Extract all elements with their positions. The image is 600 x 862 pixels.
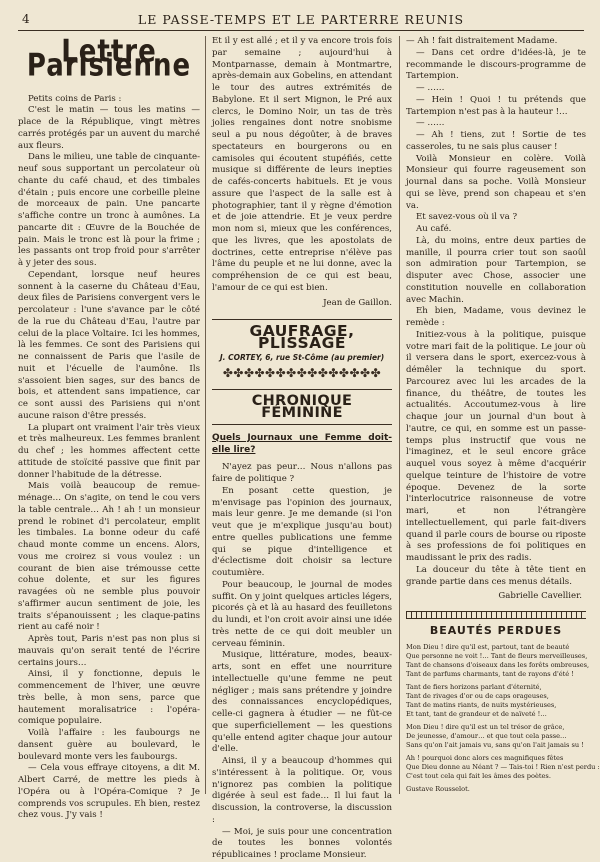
poem-line: Que Dieu donne au Néant ? — Tais-toi ! Rien n'est perdu : <box>406 762 600 771</box>
paragraph: Cependant, lorsque neuf heures sonnent à la caserne du Château d'Eau, deux files de Parisiens convergent vers le percolateur : l'une s'avance par le côté de la rue du Château d'Eau, l'autre par celui de la place Voltaire. Ici les hommes, là les femmes. Ce sont des Parisiens qui ne connaissent de Paris que l'asile de nuit et l'écuelle de l'aumône. Ils s'assoient bien sages, sur des bancs de bois, et attendent sans impatience, car ce sont aussi des Parisiens qui n'ont aucune raison d'être pressés. <box>18 269 200 421</box>
paragraph: — Ah ! fait distraitement Madame. <box>406 36 558 46</box>
chronique-body-continued <box>406 36 586 588</box>
column-divider <box>205 36 206 794</box>
paragraph: Et savez-vous où il va ? <box>416 212 518 223</box>
poem-line: Et tant, tant de grandeur et de naïveté !… <box>406 709 547 718</box>
advert-title: GAUFRAGE, PLISSAGE <box>212 319 392 350</box>
paragraph: — Moi, je suis pour une concentration de toutes les bonnes volontés républicaines ! proclame Monsieur. <box>212 826 392 860</box>
poem-line: Mon Dieu ! dire qu'il est, partout, tant de beauté <box>406 642 570 651</box>
column-middle <box>212 36 392 860</box>
paragraph: La douceur du tête à tête tient en grande partie dans ces menus détails. <box>406 564 586 587</box>
paragraph: Ainsi, il y a beaucoup d'hommes qui s'intéressent à la politique. Or, vous n'ignorez pas combien la politique digérée à seul est fade… Il lui faut la discussion, la controverse, la discussion : <box>212 756 392 825</box>
paragraph: Voilà Monsieur en colère. Voilà Monsieur qui fourre rageusement son journal dans sa poche. Voilà Monsieur qui se lève, prend son chapeau et s'en va. <box>406 153 586 211</box>
paragraph: Ainsi, il y fonctionne, depuis le commencement de l'hiver, une œuvre très belle, à mon sens, parce que hautement moralisatrice : l'opéra-comique populaire. <box>18 669 200 727</box>
chronique-subtitle: Quels Journaux une Femme doit-elle lire? <box>212 432 392 455</box>
paragraph: Eh bien, Madame, vous devinez le remède : <box>406 306 586 328</box>
poem-stanza <box>406 642 590 679</box>
article-body-continued <box>212 36 392 295</box>
poem-line: Tant de rivages d'or ou de caps orageuses, <box>406 691 549 700</box>
poem-stanza <box>406 723 586 750</box>
paragraph: Au café. <box>416 224 452 234</box>
chronique-title: CHRONIQUE FÉMININE <box>212 389 392 425</box>
poem-line: Tant de parfums charmants, tant de rayons d'été ! <box>406 669 574 678</box>
poem-line: Sans qu'on l'ait jamais vu, sans qu'on l'ait jamais su ! <box>406 740 584 749</box>
paragraph: Après tout, Paris n'est pas non plus si mauvais qu'on serait tenté de l'écrire certains jours… <box>18 634 200 668</box>
paragraph: — Cela vous effraye citoyens, a dit M. Albert Carré, de mettre les pieds à l'Opéra ou à l'Opéra-Comique ? Je comprends vos scrupules. Eh bien, restez chez vous. J'y vais ! <box>18 763 200 821</box>
article-title: Lettre Parisienne <box>26 33 192 84</box>
paragraph: Mais voilà beaucoup de remue-ménage… On s'agite, on tend le cou vers la table centrale… Ah ! ah ! un monsieur prend le robinet d'i percolateur, emplit les timbales. La bonne odeur du café chaud monte comme un encens. Alors, vous me croirez si vous voulez : un courant de bien aise trémousse cette cohue dolente, et sur les figures ravagées où ne semble plus pouvoir s'affirmer aucun sentiment de joie, les traits s'épanouissent ; les claque-patins rient au café noir ! <box>18 481 200 633</box>
poem-line: Ah ! pourquoi donc alors ces magnifiques fêtes <box>406 753 564 762</box>
poem-stanza <box>406 683 586 719</box>
page-number: 4 <box>22 12 30 26</box>
advert-subtitle: J. CORTEY, 6, rue St-Côme (au premier) <box>219 352 385 362</box>
chronique-body <box>212 462 392 862</box>
paragraph: Initiez-vous à la politique, puisque votre mari fait de la politique. Le jour où il versera dans le sport, exercez-vous à démêler la technique du sport. Parcourez avec lui les arcades de la finance, du théâtre, de toutes les actualités. Accoutumez-vous à lire chaque jour un journal d'un bout à l'autre, ce qui, en somme est un passe-temps plus instructif que vous ne l'imaginez, et le seul encore grâce auquel vous soyez à même d'acquérir quelque teinture de l'histoire de votre époque. Devenez de la sorte l'interlocutrice raisonneuse de votre mari, et non l'étrangère intellectuellement, qui parle fait-divers quand il parle cours de bourse ou riposte à ses professions de foi politiques en maudissant le prix des radis. <box>406 329 587 563</box>
poem-line: De jeunesse, d'amour… et que tout cela passe… <box>406 731 567 740</box>
article-body <box>18 94 200 823</box>
column-divider <box>399 36 400 794</box>
poem-stanza <box>406 753 600 781</box>
poem-line: Tant de matins riants, de nuits mystérieuses, <box>406 700 557 709</box>
poem-title: BEAUTÉS PERDUES <box>429 624 563 637</box>
ornamental-rule <box>406 611 586 619</box>
paragraph: — Hein ! Quoi ! tu prétends que Tartempion n'est pas à la hauteur !… <box>406 94 586 117</box>
journal-title: LE PASSE-TEMPS ET LE PARTERRE REUNIS <box>137 12 465 27</box>
paragraph: En posant cette question, je m'envisage pas l'opinion des journaux, mais leur genre. Je me demande (si l'on veut que je m'explique jusqu'au bout) entre quelles publications une femme qui se pique d'intelligence et d'éclectisme doit choisir sa lecture coutumière. <box>212 485 392 578</box>
poem-line: Tant de chansons d'oiseaux dans les forêts ombreuses, <box>406 660 590 669</box>
column-right <box>406 36 600 796</box>
chronique-signature: Gabrielle Cavellier. <box>498 591 582 602</box>
poem-signature: Gustave Rousselot. <box>406 784 470 793</box>
poem-line: Mon Dieu ! dire qu'il est un tel trésor de grâce, <box>406 722 565 731</box>
poem-line: C'est tout cela qui fait les âmes des poètes. <box>406 771 551 780</box>
ornament-fleurons: ✤✤✤✤✤✤✤✤✤✤✤✤✤✤✤ <box>222 365 382 380</box>
page-header <box>18 8 584 31</box>
paragraph: — Ah ! tiens, zut ! Sortie de tes casseroles, tu ne sais plus causer ! <box>406 130 586 152</box>
paragraph: — …… <box>416 83 445 93</box>
article-signature: Jean de Gaillon. <box>323 297 392 308</box>
poem-line: Tant de fiers horizons parlant d'éternité, <box>406 682 542 691</box>
column-lettre-parisienne <box>18 33 200 821</box>
poem-body <box>406 642 600 781</box>
paragraph: — …… <box>416 118 445 129</box>
paragraph: Dans le milieu, une table de cinquante-neuf sous supportant un percolateur où chante du café chaud, et des timbales d'étain ; puis encore une corbeille pleine de morceaux de pain. Une pancarte s'affiche contre un tronc à aumônes. La pancarte dit : Œuvre de la Bouchée de pain. Mais le tronc est là pour la frime ; les passants ont trop froid pour s'arrêter à y jeter des sous. <box>18 152 200 268</box>
paragraph: Petits coins de Paris : <box>28 93 122 104</box>
paragraph: La plupart ont vraiment l'air très vieux et très malheureux. Les femmes branlent du chef ; les hommes affectent cette attitude de stoïcité passive que finit par donner l'habitude de la détresse. <box>18 422 200 480</box>
paragraph: Là, du moins, entre deux parties de manille, il pourra crier tout son saoûl son admiration pour Tartempion, se disputer avec Chose, associer une constitution nouvelle en collaboration avec Machin. <box>406 235 586 305</box>
paragraph: N'ayez pas peur… Nous n'allons pas faire de politique ? <box>212 462 392 484</box>
paragraph: Musique, littérature, modes, beaux-arts, sont en effet une nourriture intellectuelle qu'une femme ne peut négliger ; mais sans prétendre y joindre des connaissances encyclopédiques, celle-ci gagnera à étudier — ne fût-ce que superficiellement — les questions qu'elle entend agiter chaque jour autour d'elle. <box>212 650 392 755</box>
paragraph: Voilà l'affaire : les faubourgs ne dansent guère au boulevard, le boulevard monte vers les faubourgs. <box>18 728 200 762</box>
paragraph: Pour beaucoup, le journal de modes suffit. On y joint quelques articles légers, picorés çà et là au hasard des feuilletons du lundi, et l'on croit avoir ainsi une idée très nette de ce qui doit meubler un cerveau féminin. <box>212 579 392 649</box>
paragraph: C'est le matin — tous les matins — place de la République, vingt mètres carrés protégés par un auvent du marché aux fleurs. <box>18 105 200 151</box>
paragraph: Et il y est allé ; et il y va encore trois fois par semaine ; aujourd'hui à Montparnasse, demain à Montmartre, après-demain aux Gobelins, en attendant le tour des autres extrémités de Babylone. Et il sert Mignon, le Pré aux clercs, le Domino Noir, un tas de très jolies rengaines dont notre snobisme seul a pu nous dégoûter, à de braves spectateurs en bourgerons ou en camisoles qui écoutent stupéfiés, cette musique si différente de leurs inepties de cafés-concerts habituels. Et je vous assure que l'aspect de la salle est à photographier, tant il y règne d'émotion et de joie attendrie. Et je veux perdre mon nom si, mieux que les conférences, que les livres, que les apostolats de doctrines, cette entreprise n'élève pas l'âme du peuple et ne lui donne, avec la compréhension de ce qui est beau, l'amour de ce qui est bien. <box>212 36 392 293</box>
paragraph: — Dans cet ordre d'idées-là, je te recommande le discours-programme de Tartempion. <box>406 47 586 82</box>
poem-line: Que personne ne voit !… Tant de fleurs merveilleuses, <box>406 651 588 660</box>
